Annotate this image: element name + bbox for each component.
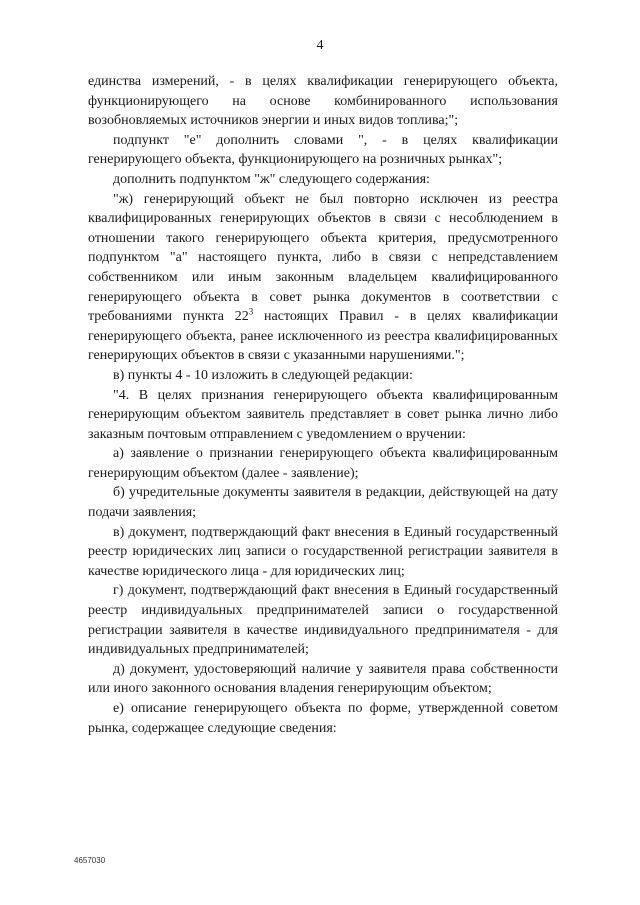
superscript: 3 xyxy=(248,306,254,317)
paragraph: дополнить подпунктом "ж" следующего содержания: xyxy=(113,171,430,187)
paragraph-text: "ж) генерирующий объект не был повторно исключен из реестра квалифицированных генерирующих объектов в связи с несоблюдением в отношении такого генерирующего объекта критерия, предусмотренного подпунктом "а" настоящего пункта, либо в связи с непредставлением собственником или иным законным владельцем квалифицированного генерирующего объекта в совет рынка документов в соответствии с требованиями пункта 22 xyxy=(88,191,558,325)
paragraph xyxy=(88,190,558,366)
paragraph: б) учредительные документы заявителя в редакции, действующей на дату подачи заявления; xyxy=(88,485,558,521)
paragraph: а) заявление о признании генерирующего объекта квалифицированным генерирующим объектом (далее - заявление); xyxy=(88,446,558,481)
paragraph: е) описание генерирующего объекта по форме, утвержденной советом рынка, содержащее следующие сведения: xyxy=(88,701,558,736)
paragraph: г) документ, подтверждающий факт внесения в Единый государственный реестр индивидуальных предпринимателей записи о государственной регистрации заявителя в качестве индивидуального предпринимателя - для индивидуальных предпринимателей; xyxy=(88,583,558,658)
page-number: 4 xyxy=(316,38,324,53)
document-body xyxy=(88,72,558,738)
paragraph: в) пункты 4 - 10 изложить в следующей редакции: xyxy=(113,367,413,383)
paragraph: подпункт "е" дополнить словами ", - в целях квалификации генерирующего объекта, функционирующего на розничных рынках"; xyxy=(88,132,558,168)
document-code: 4657030 xyxy=(74,856,106,865)
paragraph: "4. В целях признания генерирующего объекта квалифицированным генерирующим объектом заявитель представляет в совет рынка лично либо заказным почтовым отправлением с уведомлением о вручении: xyxy=(88,387,558,442)
paragraph: единства измерений, - в целях квалификации генерирующего объекта, функционирующего на основе комбинированного использования возобновляемых источников энергии и иных видов топлива;"; xyxy=(88,74,558,129)
paragraph-text-tail: настоящих Правил - в целях квалификации генерирующего объекта, ранее исключенного из реестра квалифицированных генерирующих объектов в связи с указанными нарушениями."; xyxy=(88,309,558,364)
paragraph: д) документ, удостоверяющий наличие у заявителя права собственности или иного законного основания владения генерирующим объектом; xyxy=(88,661,558,697)
paragraph: в) документ, подтверждающий факт внесения в Единый государственный реестр юридических лиц записи о государственной регистрации заявителя в качестве юридического лица - для юридических лиц; xyxy=(88,524,558,579)
